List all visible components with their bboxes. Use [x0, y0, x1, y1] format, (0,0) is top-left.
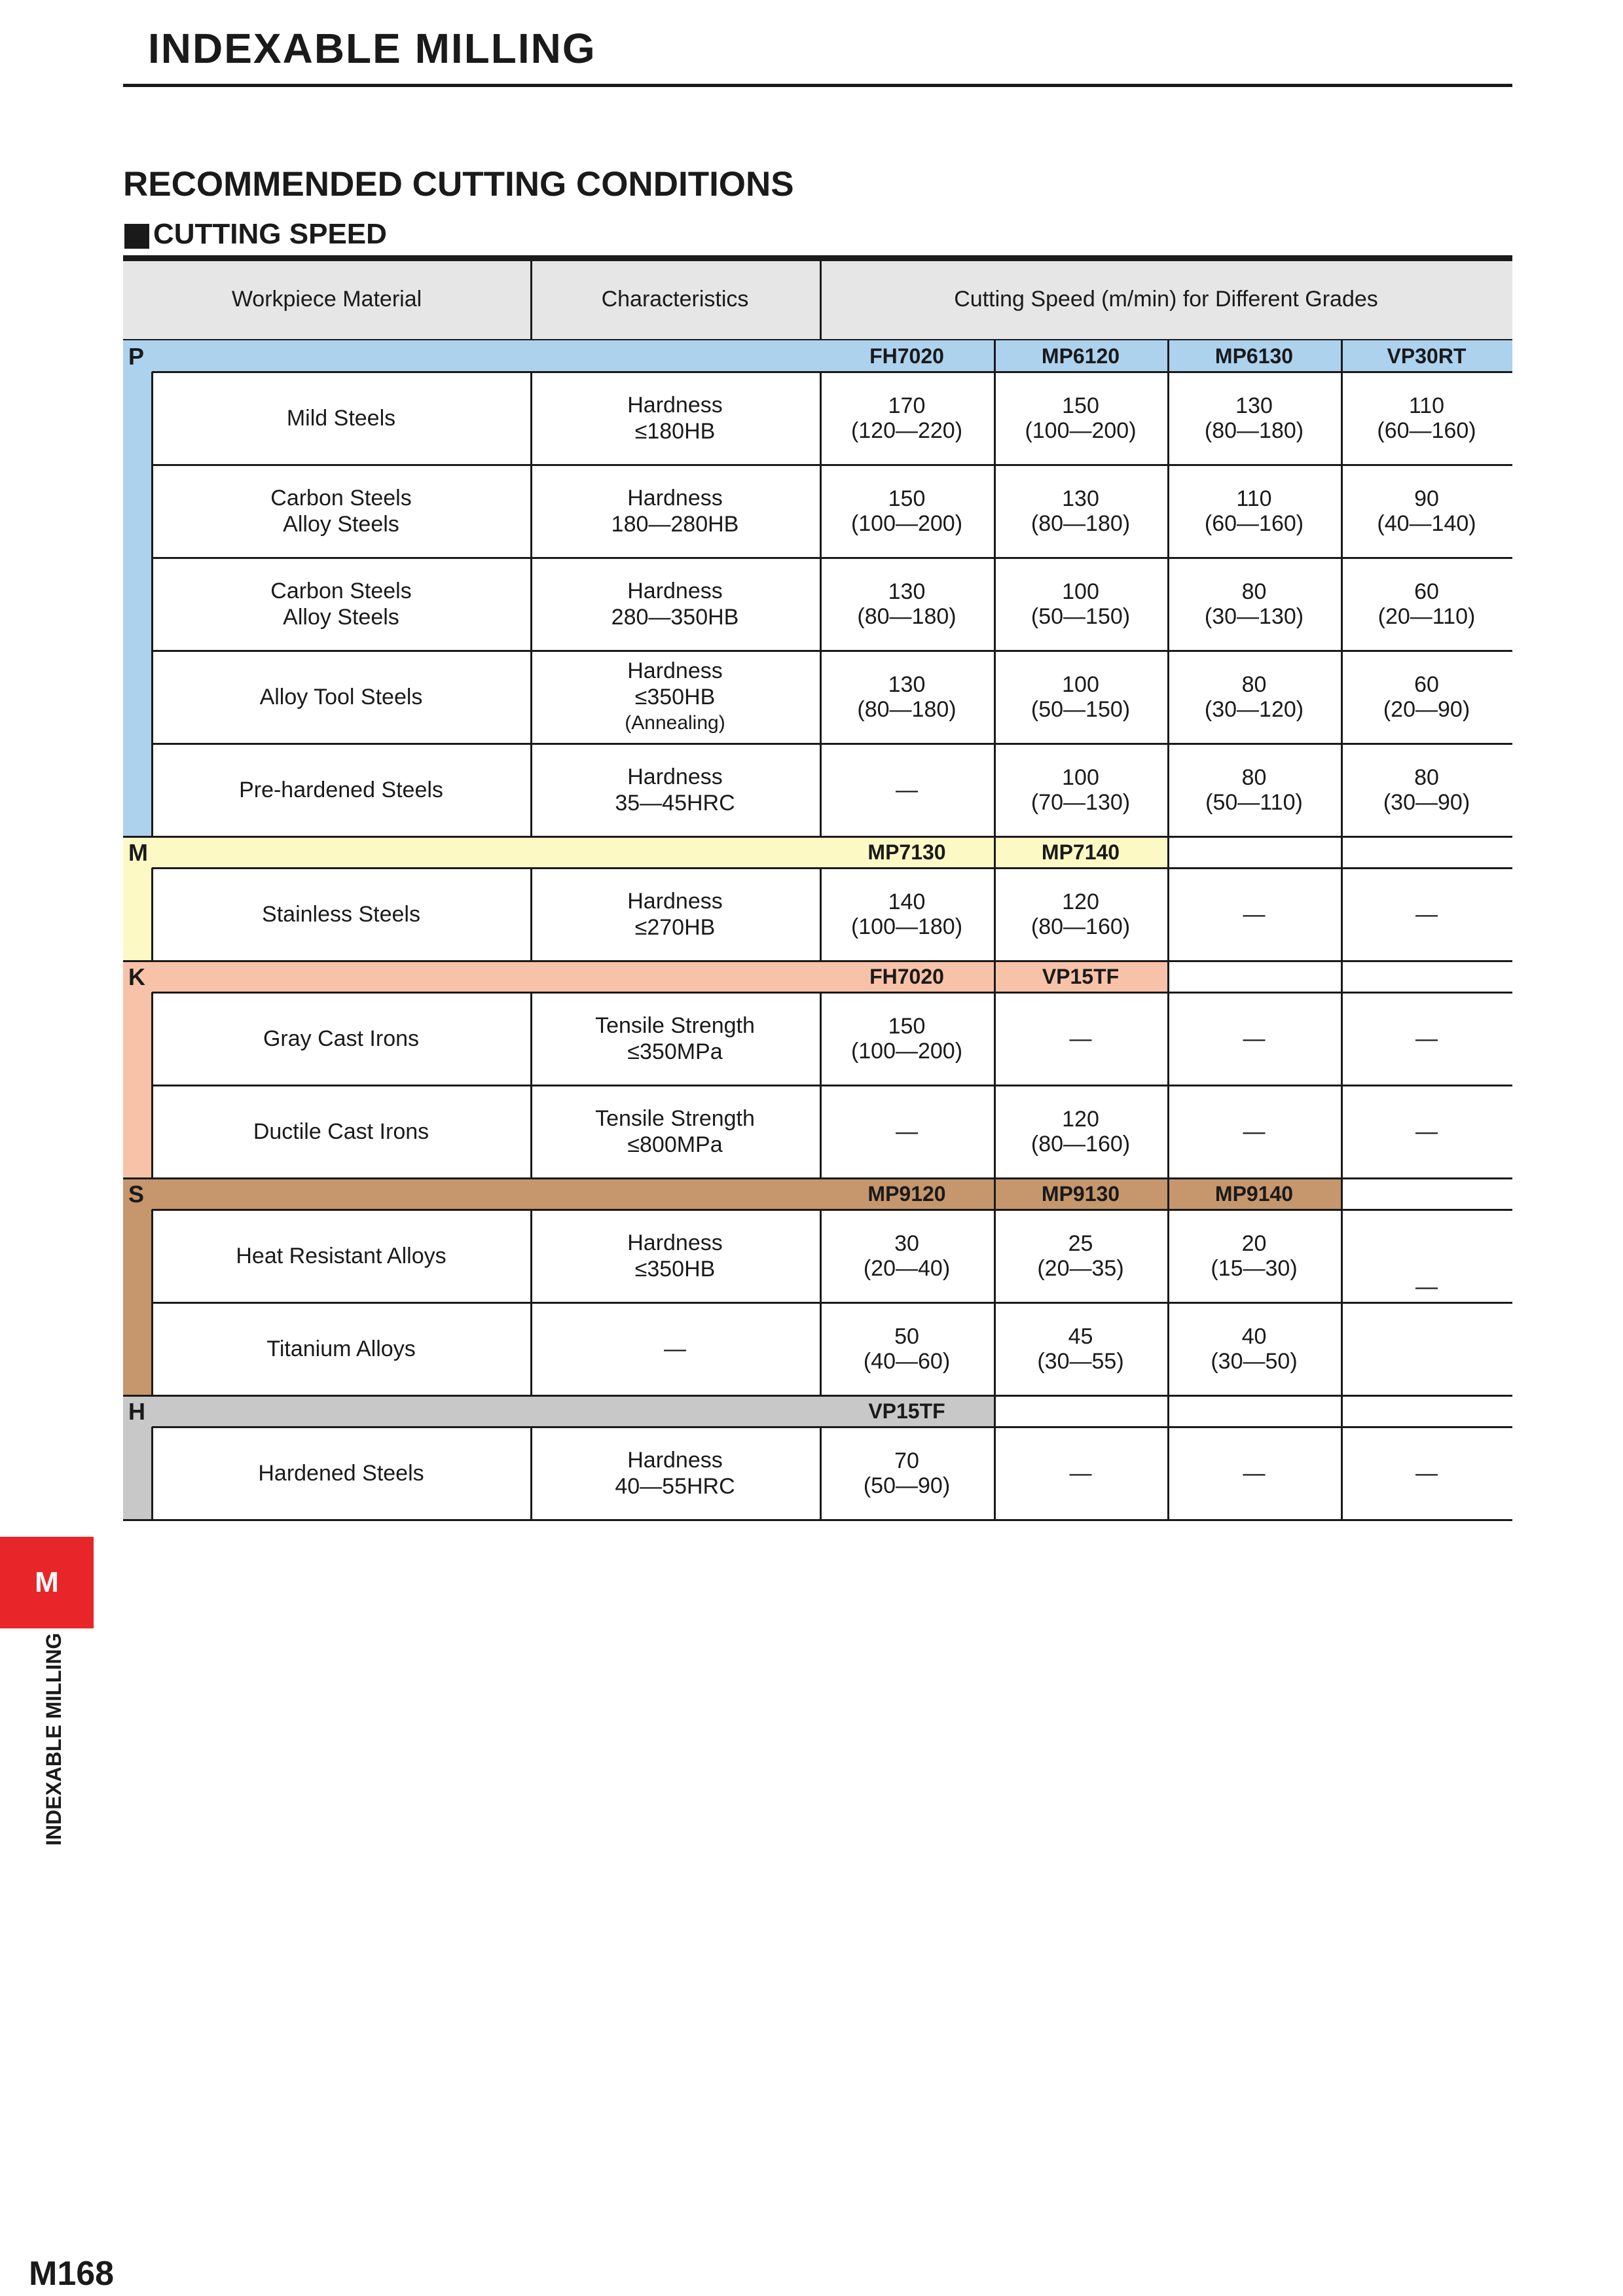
speed-cell-line: 20	[1241, 1231, 1267, 1256]
grade-label: FH7020	[869, 344, 944, 368]
speed-cell-line: 60	[1414, 579, 1439, 604]
speed-cell	[1341, 558, 1512, 651]
speed-cell-line: (80—160)	[1030, 1132, 1131, 1157]
material-cell-line: Carbon Steels	[270, 579, 412, 603]
speed-cell	[994, 1302, 1167, 1395]
speed-cell	[1167, 1302, 1341, 1395]
material-cell-line: Mild Steels	[286, 406, 396, 431]
speed-cell	[1341, 744, 1512, 836]
group-strip-K	[123, 961, 152, 1178]
speed-cell	[820, 1085, 994, 1178]
speed-cell	[994, 558, 1167, 651]
speed-cell-line: 120	[1062, 1107, 1099, 1132]
table-rule	[530, 868, 532, 961]
grade-label: VP15TF	[868, 1399, 945, 1423]
speed-cell-line: 50	[894, 1324, 919, 1349]
material-cell	[152, 1085, 530, 1178]
speed-cell-line: 45	[1068, 1324, 1093, 1349]
material-cell	[152, 651, 530, 744]
grade-label: VP15TF	[1042, 964, 1120, 988]
characteristics-cell-line: (Annealing)	[625, 712, 725, 734]
characteristics-cell-line: ≤800MPa	[627, 1132, 723, 1157]
material-cell-line: Titanium Alloys	[266, 1336, 416, 1361]
speed-cell-merged: —	[1415, 1274, 1438, 1299]
speed-cell-line: 80	[1241, 765, 1267, 790]
speed-cell-line: (80—160)	[1030, 914, 1131, 939]
material-cell	[152, 868, 530, 961]
material-cell-line: Ductile Cast Irons	[253, 1119, 429, 1144]
characteristics-cell	[530, 1210, 820, 1302]
grade-label: MP9120	[867, 1181, 946, 1206]
characteristics-cell-line: Hardness	[627, 393, 723, 418]
table-rule	[151, 1427, 153, 1520]
speed-cell-line: (100—200)	[1025, 418, 1137, 443]
speed-cell-line: (80—180)	[857, 697, 957, 722]
page-number: M168	[29, 2255, 115, 2293]
group-rule	[123, 1177, 1512, 1179]
group-strip-P	[123, 340, 152, 836]
speed-cell-line: 110	[1236, 486, 1272, 511]
speed-cell	[820, 558, 994, 651]
speed-cell-line: (80—180)	[1204, 418, 1304, 443]
characteristics-cell-line: 180—280HB	[611, 512, 739, 537]
material-cell	[152, 558, 530, 651]
speed-cell	[1341, 1427, 1512, 1520]
row-rule	[152, 650, 1512, 652]
speed-cell	[1341, 1085, 1512, 1178]
speed-cell	[820, 744, 994, 836]
material-cell-line: Hardened Steels	[258, 1461, 424, 1486]
speed-cell	[820, 1210, 994, 1302]
speed-cell-line: (30—55)	[1037, 1349, 1124, 1374]
row-rule	[152, 464, 1512, 466]
speed-cell-line: (60—160)	[1204, 511, 1304, 536]
group-letter-M: M	[128, 839, 148, 866]
speed-cell	[820, 651, 994, 744]
characteristics-cell-line: Hardness	[627, 579, 723, 603]
speed-cell-line: —	[1069, 1026, 1092, 1051]
square-bullet-icon	[124, 224, 149, 249]
speed-cell-line: 100	[1062, 672, 1099, 697]
speed-cell	[1341, 372, 1512, 465]
header-title: INDEXABLE MILLING	[148, 25, 596, 72]
characteristics-cell	[530, 868, 820, 961]
characteristics-cell-line: Hardness	[627, 486, 723, 511]
speed-cell-line: —	[896, 1119, 918, 1144]
speed-cell	[994, 992, 1167, 1085]
speed-cell-line: (80—180)	[857, 604, 957, 629]
header-rule	[123, 84, 1512, 87]
group-letter-P: P	[128, 343, 145, 370]
speed-cell	[820, 372, 994, 465]
speed-cell	[994, 372, 1167, 465]
grade-label: MP7130	[867, 840, 946, 864]
grade-label: MP6120	[1041, 344, 1120, 368]
speed-cell-line: —	[1415, 902, 1438, 927]
speed-cell	[1341, 651, 1512, 744]
characteristics-cell-line: 40—55HRC	[615, 1474, 735, 1499]
speed-cell-line: 150	[888, 486, 926, 511]
speed-cell	[1341, 465, 1512, 558]
speed-cell-line: 150	[888, 1014, 926, 1039]
speed-cell	[820, 992, 994, 1085]
speed-cell	[1167, 1210, 1341, 1302]
row-rule	[152, 1302, 1512, 1304]
speed-cell	[820, 1302, 994, 1395]
table-rule	[151, 372, 153, 836]
speed-cell	[820, 1427, 994, 1520]
band-rule	[152, 371, 1512, 373]
grade-label: FH7020	[869, 964, 944, 988]
speed-cell	[994, 651, 1167, 744]
band-rule	[152, 1426, 1512, 1428]
speed-cell-line: (20—110)	[1377, 604, 1476, 629]
characteristics-cell-line: Hardness	[627, 764, 723, 789]
speed-cell-line: (50—150)	[1030, 697, 1131, 722]
material-cell	[152, 1427, 530, 1520]
speed-cell-line: (50—90)	[863, 1473, 951, 1498]
speed-cell-line: (30—120)	[1204, 697, 1304, 722]
speed-cell-line: 80	[1414, 765, 1439, 790]
grade-label: MP9140	[1214, 1181, 1294, 1206]
characteristics-cell-line: Hardness	[627, 1230, 723, 1255]
speed-cell	[1167, 868, 1341, 961]
group-letter-H: H	[128, 1398, 145, 1425]
table-rule	[1167, 340, 1169, 1520]
table-rule	[530, 1210, 532, 1395]
speed-cell-line: (80—180)	[1030, 511, 1131, 536]
characteristics-cell	[530, 558, 820, 651]
speed-cell	[820, 465, 994, 558]
group-strip-S	[123, 1178, 152, 1395]
speed-cell-line: 140	[888, 889, 926, 914]
speed-cell	[994, 868, 1167, 961]
band-rule	[152, 867, 1512, 869]
characteristics-cell-line: ≤350MPa	[627, 1039, 723, 1064]
material-cell-line: Alloy Tool Steels	[259, 685, 423, 709]
header-characteristics: Characteristics	[601, 287, 749, 312]
speed-cell	[820, 868, 994, 961]
speed-cell-line: —	[1243, 1026, 1266, 1051]
characteristics-cell	[530, 372, 820, 465]
material-cell-line: Gray Cast Irons	[263, 1026, 420, 1051]
material-cell-line: Stainless Steels	[262, 902, 420, 927]
characteristics-cell-line: Hardness	[627, 658, 723, 683]
speed-cell-line: 70	[894, 1448, 919, 1473]
speed-cell-line: 130	[1235, 393, 1273, 418]
grade-label: MP7140	[1041, 840, 1120, 864]
speed-cell-line: —	[1415, 1026, 1438, 1051]
characteristics-cell-line: 280—350HB	[611, 605, 739, 630]
table-rule	[994, 340, 996, 1520]
speed-cell	[994, 744, 1167, 836]
row-rule	[152, 1085, 1512, 1086]
speed-cell	[1167, 1427, 1341, 1520]
subsection-title: CUTTING SPEED	[153, 218, 387, 250]
speed-cell-line: 80	[1241, 672, 1267, 697]
speed-cell-line: —	[1415, 1119, 1438, 1144]
material-cell	[152, 744, 530, 836]
speed-cell-line: 60	[1414, 672, 1439, 697]
table-rule	[820, 992, 822, 1178]
header-speed: Cutting Speed (m/min) for Different Grades	[954, 287, 1378, 312]
group-rule	[123, 1395, 1512, 1397]
table-rule	[530, 992, 532, 1178]
material-cell	[152, 992, 530, 1085]
speed-cell	[994, 1210, 1167, 1302]
characteristics-cell-line: Tensile Strength	[595, 1013, 755, 1038]
characteristics-cell	[530, 1427, 820, 1520]
speed-cell	[994, 465, 1167, 558]
characteristics-cell-line: Hardness	[627, 889, 723, 914]
speed-cell-line: —	[1069, 1461, 1092, 1486]
speed-cell-line: (120—220)	[850, 418, 963, 443]
speed-cell-line: 100	[1062, 765, 1099, 790]
speed-cell-line: (40—60)	[863, 1349, 951, 1374]
speed-cell	[1167, 558, 1341, 651]
table-bottom-rule	[123, 1519, 1512, 1521]
table-rule	[1341, 340, 1343, 1520]
speed-cell-line: 100	[1062, 579, 1099, 604]
material-cell-line: Heat Resistant Alloys	[236, 1244, 447, 1268]
grade-label: MP6130	[1214, 344, 1294, 368]
row-rule	[152, 557, 1512, 559]
material-cell	[152, 1302, 530, 1395]
header-material: Workpiece Material	[231, 287, 422, 312]
material-cell-line: Carbon Steels	[270, 486, 412, 511]
speed-cell-line: —	[1415, 1461, 1438, 1486]
speed-cell-line: (20—35)	[1037, 1256, 1124, 1281]
speed-cell-line: —	[896, 778, 918, 802]
speed-cell	[994, 1427, 1167, 1520]
table-rule	[820, 868, 822, 961]
speed-cell-line: —	[1243, 1461, 1266, 1486]
speed-cell-line: (30—90)	[1383, 790, 1470, 815]
band-rule	[152, 992, 1512, 994]
characteristics-cell-line: Hardness	[627, 1448, 723, 1473]
table-rule	[820, 1210, 822, 1395]
speed-cell	[1167, 1085, 1341, 1178]
speed-cell-line: 130	[888, 672, 926, 697]
speed-cell-line: (100—200)	[850, 511, 963, 536]
material-cell-line: Alloy Steels	[283, 605, 399, 630]
speed-cell-line: 25	[1068, 1231, 1093, 1256]
speed-cell-line: (100—200)	[850, 1039, 963, 1064]
table-rule	[530, 372, 532, 836]
group-rule	[123, 960, 1512, 962]
speed-cell	[1167, 465, 1341, 558]
speed-cell-line: 170	[888, 393, 926, 418]
speed-cell-line: (20—90)	[1383, 697, 1470, 722]
side-tab-label: INDEXABLE MILLING	[42, 1632, 65, 1846]
characteristics-cell	[530, 744, 820, 836]
speed-cell-line: 80	[1241, 579, 1267, 604]
speed-cell-line: (50—110)	[1205, 790, 1303, 815]
speed-cell	[1167, 651, 1341, 744]
side-tab[interactable]: M	[0, 1537, 94, 1628]
characteristics-cell-line: ≤180HB	[634, 419, 716, 444]
table-rule	[820, 372, 822, 836]
group-letter-S: S	[128, 1181, 145, 1208]
speed-cell-line: (30—50)	[1211, 1349, 1298, 1374]
table-rule	[151, 868, 153, 961]
table-rule	[820, 1427, 822, 1520]
characteristics-cell	[530, 1302, 820, 1395]
speed-cell-line: (40—140)	[1377, 511, 1476, 536]
speed-cell	[1167, 744, 1341, 836]
characteristics-cell-line: 35—45HRC	[615, 791, 735, 816]
speed-cell-line: —	[1243, 1119, 1266, 1144]
material-cell	[152, 465, 530, 558]
material-cell	[152, 1210, 530, 1302]
characteristics-cell-line: Tensile Strength	[595, 1106, 755, 1131]
speed-cell-line: 110	[1408, 393, 1445, 418]
characteristics-cell	[530, 465, 820, 558]
characteristics-cell	[530, 651, 820, 744]
speed-cell	[1341, 992, 1512, 1085]
section-title: RECOMMENDED CUTTING CONDITIONS	[123, 165, 794, 204]
row-rule	[152, 743, 1512, 745]
speed-cell	[1167, 372, 1341, 465]
speed-cell-line: (50—150)	[1030, 604, 1131, 629]
speed-cell-line: (20—40)	[863, 1256, 951, 1281]
speed-cell-line: 130	[888, 579, 926, 604]
speed-cell-line: (15—30)	[1211, 1256, 1298, 1281]
speed-cell-line: (30—130)	[1204, 604, 1304, 629]
speed-cell-line: 130	[1062, 486, 1099, 511]
table-rule	[151, 992, 153, 1178]
speed-cell-line: —	[1243, 902, 1266, 927]
band-rule	[152, 1209, 1512, 1211]
speed-cell-line: (60—160)	[1377, 418, 1476, 443]
characteristics-cell	[530, 1085, 820, 1178]
table-rule	[151, 1210, 153, 1395]
table-rule	[530, 1427, 532, 1520]
speed-cell-line: (100—180)	[850, 914, 963, 939]
grade-label: MP9130	[1041, 1181, 1120, 1206]
speed-cell	[1167, 992, 1341, 1085]
speed-cell-line: 90	[1414, 486, 1439, 511]
speed-cell	[1341, 868, 1512, 961]
characteristics-cell-line: —	[664, 1336, 686, 1361]
characteristics-cell-line: ≤270HB	[634, 915, 716, 940]
group-letter-K: K	[128, 963, 145, 990]
speed-cell-line: 40	[1241, 1324, 1267, 1349]
speed-cell-line: 30	[894, 1231, 919, 1256]
characteristics-cell-line: ≤350HB	[634, 685, 716, 709]
speed-cell-line: 120	[1062, 889, 1099, 914]
speed-cell-line: 150	[1062, 393, 1099, 418]
characteristics-cell-line: ≤350HB	[634, 1257, 716, 1282]
material-cell	[152, 372, 530, 465]
speed-cell	[994, 1085, 1167, 1178]
characteristics-cell	[530, 992, 820, 1085]
grade-label: VP30RT	[1387, 344, 1467, 368]
material-cell-line: Pre-hardened Steels	[239, 778, 443, 802]
group-rule	[123, 836, 1512, 838]
material-cell-line: Alloy Steels	[283, 512, 399, 537]
speed-cell-line: (70—130)	[1030, 790, 1131, 815]
